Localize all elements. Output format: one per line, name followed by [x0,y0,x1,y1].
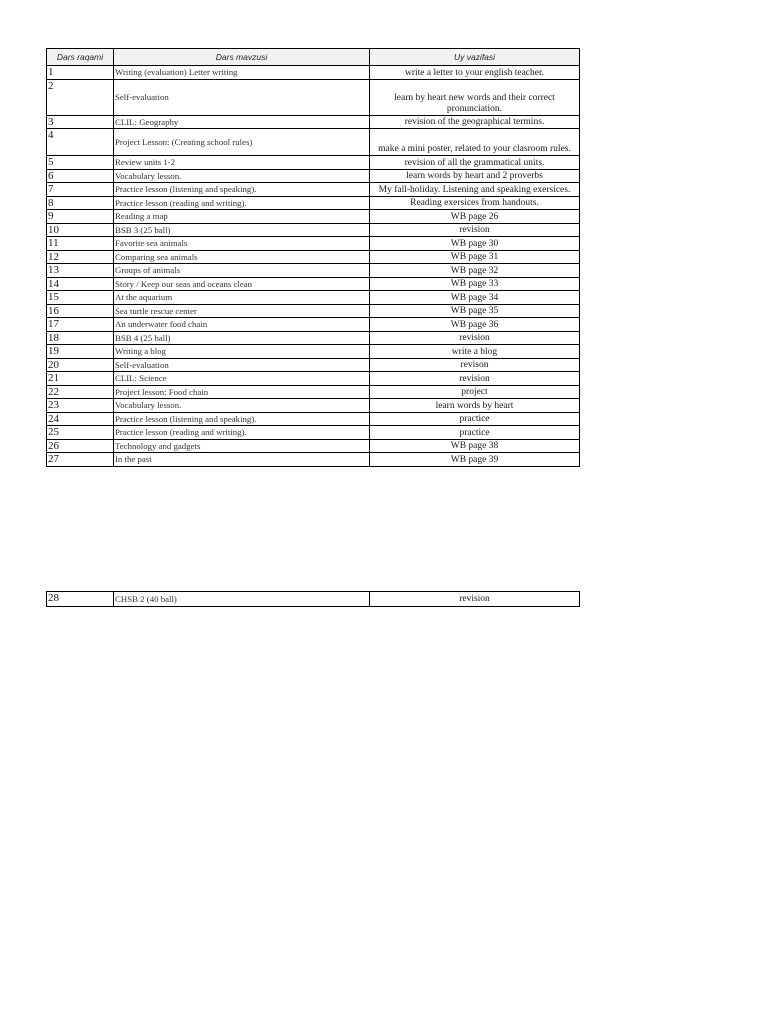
homework-cell[interactable]: My fall-holiday. Listening and speaking exersices. [370,183,580,197]
lesson-number-cell[interactable]: 18 [47,331,114,345]
table-row [47,183,580,197]
lesson-number-cell[interactable]: 2 [47,79,114,115]
lesson-number-cell[interactable]: 23 [47,399,114,413]
lesson-number-cell[interactable]: 16 [47,304,114,318]
header-lesson-number: Dars raqami [47,49,114,66]
lesson-topic-cell[interactable]: Practice lesson (listening and speaking). [114,183,370,197]
lesson-topic-cell[interactable]: Project Lesson: (Creating school rules) [114,129,370,156]
table-row [47,592,580,607]
lesson-number-cell[interactable]: 11 [47,237,114,251]
homework-cell[interactable]: WB page 26 [370,210,580,224]
lesson-topic-cell[interactable]: Practice lesson (listening and speaking). [114,412,370,426]
lesson-topic-cell[interactable]: Practice lesson (reading and writing). [114,196,370,210]
lesson-number-cell[interactable]: 27 [47,453,114,467]
homework-cell[interactable]: write a letter to your english teacher. [370,66,580,80]
lesson-number-cell[interactable]: 24 [47,412,114,426]
table-row [47,331,580,345]
lesson-topic-cell[interactable]: CLIL: Science [114,372,370,386]
lesson-topic-cell[interactable]: Vocabulary lesson. [114,169,370,183]
lesson-topic-cell[interactable]: An underwater food chain [114,318,370,332]
lesson-topic-cell[interactable]: At the aquarium [114,291,370,305]
homework-cell[interactable]: revision [370,331,580,345]
lesson-number-cell[interactable]: 10 [47,223,114,237]
lesson-number-cell[interactable]: 17 [47,318,114,332]
lesson-number-cell[interactable]: 14 [47,277,114,291]
table-row [47,277,580,291]
homework-cell[interactable]: WB page 39 [370,453,580,467]
table-row [47,156,580,170]
table-row [47,372,580,386]
homework-cell[interactable]: project [370,385,580,399]
table-row [47,358,580,372]
lesson-number-cell[interactable]: 1 [47,66,114,80]
lesson-number-cell[interactable]: 4 [47,129,114,156]
lesson-topic-cell[interactable]: CHSB 2 (40 ball) [114,592,370,607]
lesson-number-cell[interactable]: 5 [47,156,114,170]
homework-cell[interactable]: WB page 32 [370,264,580,278]
lesson-topic-cell[interactable]: Writing a blog [114,345,370,359]
lesson-topic-cell[interactable]: Sea turtle rescue center [114,304,370,318]
homework-cell[interactable]: WB page 35 [370,304,580,318]
table-row [47,223,580,237]
homework-cell[interactable]: revision of the geographical termins. [370,115,580,129]
table-row [47,439,580,453]
lesson-topic-cell[interactable]: Review units 1-2 [114,156,370,170]
lesson-number-cell[interactable]: 22 [47,385,114,399]
homework-cell[interactable]: practice [370,426,580,440]
table-row [47,115,580,129]
table-row [47,291,580,305]
lesson-number-cell[interactable]: 7 [47,183,114,197]
lesson-topic-cell[interactable]: Story / Keep our seas and oceans clean [114,277,370,291]
homework-cell[interactable]: Reading exersices from handouts. [370,196,580,210]
table-row [47,237,580,251]
lesson-number-cell[interactable]: 20 [47,358,114,372]
homework-cell[interactable]: revision [370,372,580,386]
table-row [47,66,580,80]
table-row [47,345,580,359]
lesson-topic-cell[interactable]: Writing (evaluation) Letter writing [114,66,370,80]
lesson-number-cell[interactable]: 13 [47,264,114,278]
lesson-number-cell[interactable]: 19 [47,345,114,359]
homework-cell[interactable]: WB page 38 [370,439,580,453]
homework-cell[interactable]: write a blog [370,345,580,359]
homework-cell[interactable]: revision [370,592,580,607]
table-row [47,412,580,426]
homework-cell[interactable]: revision of all the grammatical units. [370,156,580,170]
header-homework: Uy vazifasi [370,49,580,66]
homework-cell[interactable]: learn by heart new words and their correct pronunciation. [370,79,580,115]
homework-cell[interactable]: practice [370,412,580,426]
lesson-number-cell[interactable]: 6 [47,169,114,183]
table-row [47,210,580,224]
lesson-topic-cell[interactable]: Groups of animals [114,264,370,278]
lesson-number-cell[interactable]: 9 [47,210,114,224]
lesson-topic-cell[interactable]: Vocabulary lesson. [114,399,370,413]
homework-cell[interactable]: WB page 31 [370,250,580,264]
lesson-topic-cell[interactable]: Reading a map [114,210,370,224]
table-row [47,399,580,413]
table-row [47,318,580,332]
homework-cell[interactable]: revison [370,358,580,372]
lesson-topic-cell[interactable]: In the past [114,453,370,467]
lesson-topic-cell[interactable]: Practice lesson (reading and writing). [114,426,370,440]
homework-cell[interactable]: learn words by heart and 2 proverbs [370,169,580,183]
lesson-topic-cell[interactable]: CLIL: Geography [114,115,370,129]
lesson-number-cell[interactable]: 3 [47,115,114,129]
homework-cell[interactable]: WB page 34 [370,291,580,305]
table-row [47,250,580,264]
table-row [47,453,580,467]
table-row [47,129,580,156]
table-body [47,66,580,467]
lesson-topic-cell[interactable]: BSB 3 (25 ball) [114,223,370,237]
lesson-plan-table [46,48,580,467]
table-row [47,426,580,440]
lesson-topic-cell[interactable]: Technology and gadgets [114,439,370,453]
homework-cell[interactable]: learn words by heart [370,399,580,413]
homework-cell[interactable]: revision [370,223,580,237]
header-lesson-topic: Dars mavzusi [114,49,370,66]
table-header-row [47,49,580,66]
lesson-plan-extra-table [46,591,580,607]
table-row [47,264,580,278]
lesson-number-cell[interactable]: 21 [47,372,114,386]
table-row [47,79,580,115]
homework-cell[interactable]: WB page 36 [370,318,580,332]
table-row [47,169,580,183]
table-row [47,385,580,399]
lesson-topic-cell[interactable]: BSB 4 (25 ball) [114,331,370,345]
homework-cell[interactable]: WB page 30 [370,237,580,251]
lesson-number-cell[interactable]: 15 [47,291,114,305]
table-row [47,304,580,318]
lesson-topic-cell[interactable]: Comparing sea animals [114,250,370,264]
homework-cell[interactable]: make a mini poster, related to your clasroom rules. [370,129,580,156]
lesson-number-cell[interactable]: 28 [47,592,114,607]
lesson-topic-cell[interactable]: Favorite sea animals [114,237,370,251]
lesson-topic-cell[interactable]: Project lesson: Food chain [114,385,370,399]
lesson-number-cell[interactable]: 8 [47,196,114,210]
lesson-topic-cell[interactable]: Self-evaluation [114,358,370,372]
homework-cell[interactable]: WB page 33 [370,277,580,291]
table-row [47,196,580,210]
lesson-topic-cell[interactable]: Self-evaluation [114,79,370,115]
lesson-number-cell[interactable]: 25 [47,426,114,440]
lesson-number-cell[interactable]: 26 [47,439,114,453]
lesson-number-cell[interactable]: 12 [47,250,114,264]
